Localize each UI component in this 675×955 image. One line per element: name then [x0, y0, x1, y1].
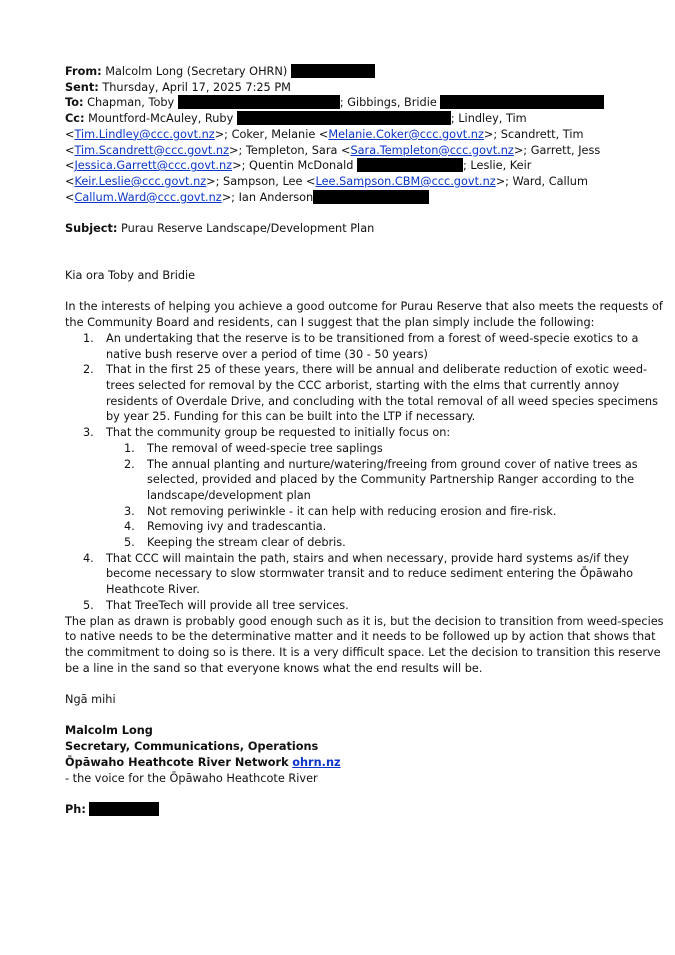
to-line	[65, 95, 625, 111]
list-item-text: become necessary to slow stormwater transit and to reduce sediment entering the Ōpāwaho	[106, 567, 634, 581]
list-item-text: by year 25. Funding for this can be built into the LTP if necessary.	[106, 410, 476, 424]
sublist-number: 5.	[124, 536, 135, 550]
redaction-box	[313, 190, 429, 204]
cc-text: ; Lindley, Tim	[450, 112, 527, 126]
cc-text: >; Ward, Callum	[495, 174, 588, 188]
redaction-box	[357, 158, 463, 172]
cc-line-5	[65, 174, 625, 190]
signoff: Ngā mihi	[65, 693, 116, 707]
suggestion-list	[65, 331, 658, 614]
list-item-text: That CCC will maintain the path, stairs and when necessary, provide hard systems as/if they	[106, 551, 630, 565]
sublist-number: 1.	[124, 441, 135, 455]
email-link-coker[interactable]: Melanie.Coker@ccc.govt.nz	[328, 127, 484, 141]
list-item-text: trees selected for removal by the CCC arborist, starting with the elms that currently annoy	[106, 379, 620, 392]
sent-line	[65, 80, 625, 96]
cc-text: >; Ian Anderson	[221, 190, 314, 204]
list-number: 5.	[83, 598, 94, 612]
cc-text: <	[65, 143, 75, 157]
list-item	[65, 331, 639, 362]
cc-text: <	[65, 127, 75, 141]
email-link-scandrett[interactable]: Tim.Scandrett@ccc.govt.nz	[74, 143, 229, 157]
cc-text: >; Templeton, Sara <	[229, 143, 351, 157]
subject-line	[65, 221, 625, 237]
redaction-box	[237, 111, 451, 125]
from-line	[65, 64, 625, 80]
sublist-item-text: Keeping the stream clear of debris.	[147, 536, 346, 550]
list-item-text: residents of Overdale Drive, and concluding with the total removal of all weed species specimens	[106, 394, 658, 408]
cc-text: <	[65, 159, 75, 173]
sublist-item	[65, 441, 625, 457]
sublist-item-text: The removal of weed-specie tree saplings	[147, 441, 383, 455]
sublist-item	[65, 535, 625, 551]
email-link-leslie[interactable]: Keir.Leslie@ccc.govt.nz	[74, 174, 207, 188]
cc-label: Cc:	[65, 112, 85, 126]
email-link-sampson[interactable]: Lee.Sampson.CBM@ccc.govt.nz	[315, 174, 496, 188]
cc-line-2	[65, 127, 625, 143]
sublist-item-text: landscape/development plan	[147, 488, 311, 502]
intro-line: In the interests of helping you achieve a good outcome for Purau Reserve that also meets the requests of	[65, 300, 663, 314]
greeting: Kia ora Toby and Bridie	[65, 269, 196, 283]
phone-line	[65, 802, 625, 818]
list-item	[65, 425, 638, 551]
signature-org: Ōpāwaho Heathcote River Network	[65, 755, 289, 769]
sent-value: Thursday, April 17, 2025 7:25 PM	[102, 80, 291, 94]
org-website-link[interactable]: ohrn.nz	[292, 755, 341, 769]
closing-line: the commitment to doing so is there. It is a very difficult space. Let the decision to transition this reserve	[65, 645, 661, 659]
sent-label: Sent:	[65, 80, 99, 94]
redaction-box	[440, 95, 604, 109]
cc-text: <	[65, 190, 75, 204]
sublist-item	[65, 457, 638, 504]
closing-line: The plan as drawn is probably good enough such as it is, but the decision to transition from weed-species	[65, 614, 664, 628]
email-link-templeton[interactable]: Sara.Templeton@ccc.govt.nz	[350, 143, 514, 157]
list-item	[65, 598, 625, 614]
sublist-item-text: selected, provided and placed by the Community Partnership Ranger according to the	[147, 473, 635, 487]
list-item-text: native bush reserve over a period of time (30 - 50 years)	[106, 347, 428, 361]
list-number: 3.	[83, 426, 94, 440]
sublist-number: 2.	[124, 457, 135, 471]
subject-value: Purau Reserve Landscape/Development Plan	[121, 222, 375, 236]
list-number: 1.	[83, 331, 94, 345]
redaction-box	[178, 95, 340, 109]
list-item-text: That TreeTech will provide all tree services.	[106, 598, 349, 612]
cc-recipient-1: Mountford-McAuley, Ruby	[88, 112, 234, 126]
from-label: From:	[65, 65, 102, 78]
cc-line-1	[65, 111, 625, 127]
phone-label: Ph:	[65, 802, 86, 816]
list-item-text: That in the first 25 of these years, there will be annual and deliberate reduction of exotic weed-	[106, 363, 648, 377]
email-content	[65, 64, 664, 818]
list-item	[65, 362, 658, 425]
signature-title: Secretary, Communications, Operations	[65, 740, 319, 754]
to-recipient-1: Chapman, Toby	[87, 96, 175, 110]
signature-name: Malcolm Long	[65, 724, 153, 738]
sublist-number: 4.	[124, 520, 135, 534]
email-link-garrett[interactable]: Jessica.Garrett@ccc.govt.nz	[74, 159, 233, 173]
cc-line-4	[65, 158, 625, 174]
list-item	[65, 551, 634, 598]
sublist-number: 3.	[124, 504, 135, 518]
subject-label: Subject:	[65, 222, 118, 236]
cc-text: >; Quentin McDonald	[232, 159, 354, 173]
intro-line: the Community Board and residents, can I suggest that the plan simply include the following:	[65, 316, 595, 330]
list-number: 2.	[83, 363, 94, 377]
sublist-item-text: Removing ivy and tradescantia.	[147, 520, 327, 534]
cc-text: <	[65, 174, 75, 188]
signature-tagline: - the voice for the Ōpāwaho Heathcote River	[65, 771, 318, 785]
cc-text: ; Leslie, Keir	[463, 159, 532, 173]
cc-text: >; Garrett, Jess	[513, 143, 601, 157]
list-number: 4.	[83, 551, 94, 565]
cc-text: >; Scandrett, Tim	[483, 127, 584, 141]
cc-line-6	[65, 190, 625, 206]
cc-line-3	[65, 143, 625, 159]
focus-sublist	[106, 441, 638, 551]
list-item-text: That the community group be requested to initially focus on:	[106, 426, 451, 440]
sublist-item-text: Not removing periwinkle - it can help with reducing erosion and fire-risk.	[147, 504, 557, 518]
list-item-text: An undertaking that the reserve is to be transitioned from a forest of weed-specie exotics to a	[106, 331, 639, 345]
email-link-lindley[interactable]: Tim.Lindley@ccc.govt.nz	[74, 127, 215, 141]
email-link-ward[interactable]: Callum.Ward@ccc.govt.nz	[74, 190, 222, 204]
signature-org-line	[65, 755, 625, 771]
to-label: To:	[65, 96, 84, 110]
redaction-box	[89, 802, 159, 816]
cc-text: >; Coker, Melanie <	[214, 127, 329, 141]
to-recipient-2: ; Gibbings, Bridie	[339, 96, 437, 110]
closing-line: be a line in the sand so that everyone knows what the end results will be.	[65, 661, 483, 675]
list-item-text: Heathcote River.	[106, 583, 200, 597]
cc-text: >; Sampson, Lee <	[206, 174, 316, 188]
sublist-item-text: The annual planting and nurture/watering/freeing from ground cover of native trees as	[147, 457, 638, 471]
redaction-box	[291, 64, 375, 78]
sublist-item	[65, 519, 625, 535]
closing-line: to native needs to be the determinative matter and it needs to be followed up by action that shows that	[65, 630, 656, 644]
from-value: Malcolm Long (Secretary OHRN)	[105, 65, 288, 78]
sublist-item	[65, 504, 625, 520]
